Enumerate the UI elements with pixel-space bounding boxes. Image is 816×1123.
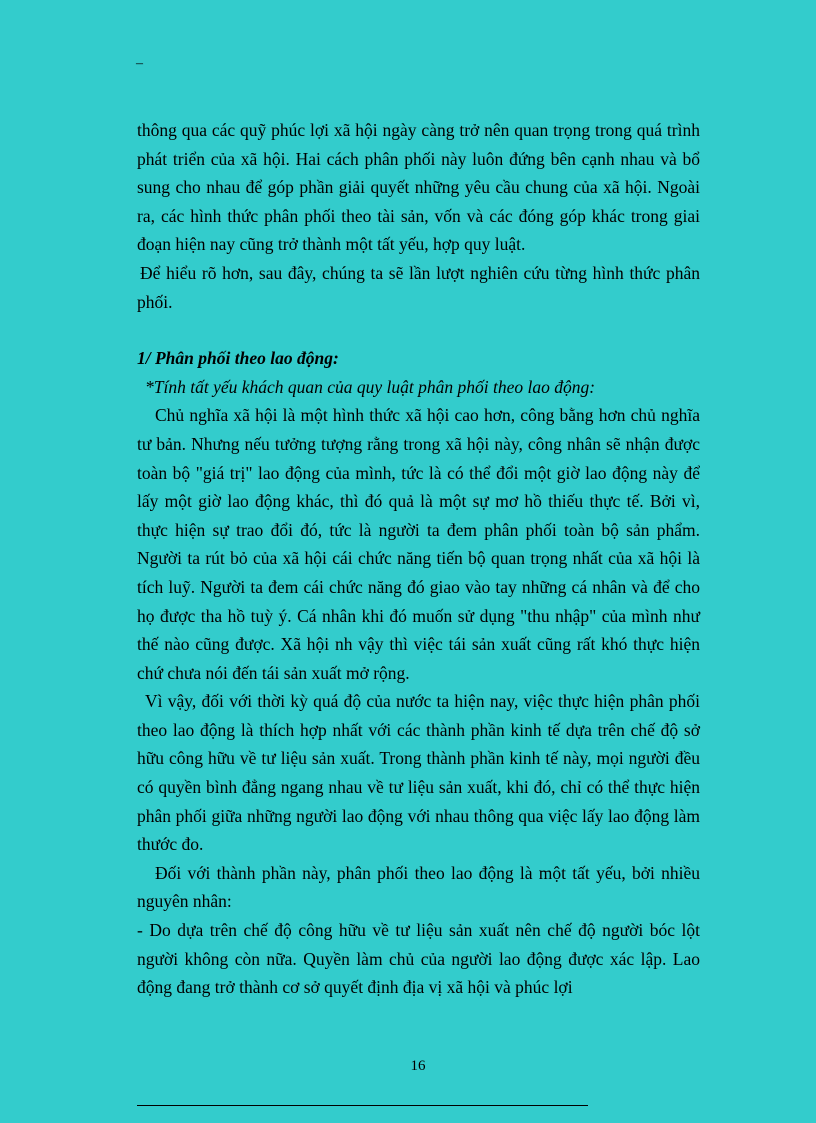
- paragraph-1: thông qua các quỹ phúc lợi xã hội ngày càng trở nên quan trọng trong quá trình phát triển của xã hội. Hai cách phân phối này luôn đứng bên cạnh nhau và bổ sung cho nhau để góp phần giải quyết những yêu cầu chung của xã hội. Ngoài ra, các hình thức phân phối theo tài sản, vốn và các đóng góp khác trong giai đoạn hiện nay cũng trở thành một tất yếu, hợp quy luật.: [137, 120, 700, 255]
- paragraph-5: Đối với thành phần này, phân phối theo lao động là một tất yếu, bởi nhiều nguyên nhân:: [137, 862, 700, 912]
- section-subheading: *Tính tất yếu khách quan của quy luật phân phối theo lao động:: [145, 376, 596, 397]
- paragraph-6: - Do dựa trên chế độ công hữu về tư liệu sản xuất nên chế độ người bóc lột người không còn nữa. Quyền làm chủ của người lao động được xác lập. Lao động đang trở thành cơ sở quyết định địa vị xã hội và phúc lợi: [137, 920, 700, 998]
- section-heading: 1/ Phân phối theo lao động:: [137, 348, 339, 369]
- paragraph-3: Chủ nghĩa xã hội là một hình thức xã hội cao hơn, công bằng hơn chủ nghĩa tư bản. Nhưng nếu tưởng tượng rằng trong xã hội này, công nhân sẽ nhận được toàn bộ "giá trị" lao động của mình, tức là có thể đổi một giờ lao động này để lấy một giờ lao động khác, thì đó quả là một sự mơ hồ thiếu thực tế. Bởi vì, thực hiện sự trao đổi đó, tức là người ta đem phân phối toàn bộ sản phẩm. Người ta rút bỏ của xã hội cái chức năng tiến bộ quan trọng nhất của xã hội là tích luỹ. Người ta đem cái chức năng đó giao vào tay những cá nhân và để cho họ được tha hồ tuỳ ý. Cá nhân khi đó muốn sử dụng "thu nhập" của mình như thế nào cũng được. Xã hội nh vậy thì việc tái sản xuất cũng rất khó thực hiện chứ chưa nói đến tái sản xuất mở rộng.: [137, 405, 700, 683]
- footer-rule: [137, 1105, 588, 1106]
- document-body: [137, 116, 700, 1002]
- header-mark: –: [136, 56, 143, 71]
- paragraph-4: Vì vậy, đối với thời kỳ quá độ của nước ta hiện nay, việc thực hiện phân phối theo lao động là thích hợp nhất với các thành phần kinh tế dựa trên chế độ sở hữu công hữu về tư liệu sản xuất. Trong thành phần kinh tế này, mọi người đều có quyền bình đẳng ngang nhau về tư liệu sản xuất, khi đó, chỉ có thể thực hiện phân phối giữa những người lao động với nhau thông qua việc lấy lao động làm thước đo.: [137, 691, 700, 855]
- page-number: 16: [410, 1058, 426, 1074]
- paragraph-2: Để hiểu rõ hơn, sau đây, chúng ta sẽ lần lượt nghiên cứu từng hình thức phân phối.: [137, 262, 700, 312]
- paragraph-spacer: [137, 316, 700, 344]
